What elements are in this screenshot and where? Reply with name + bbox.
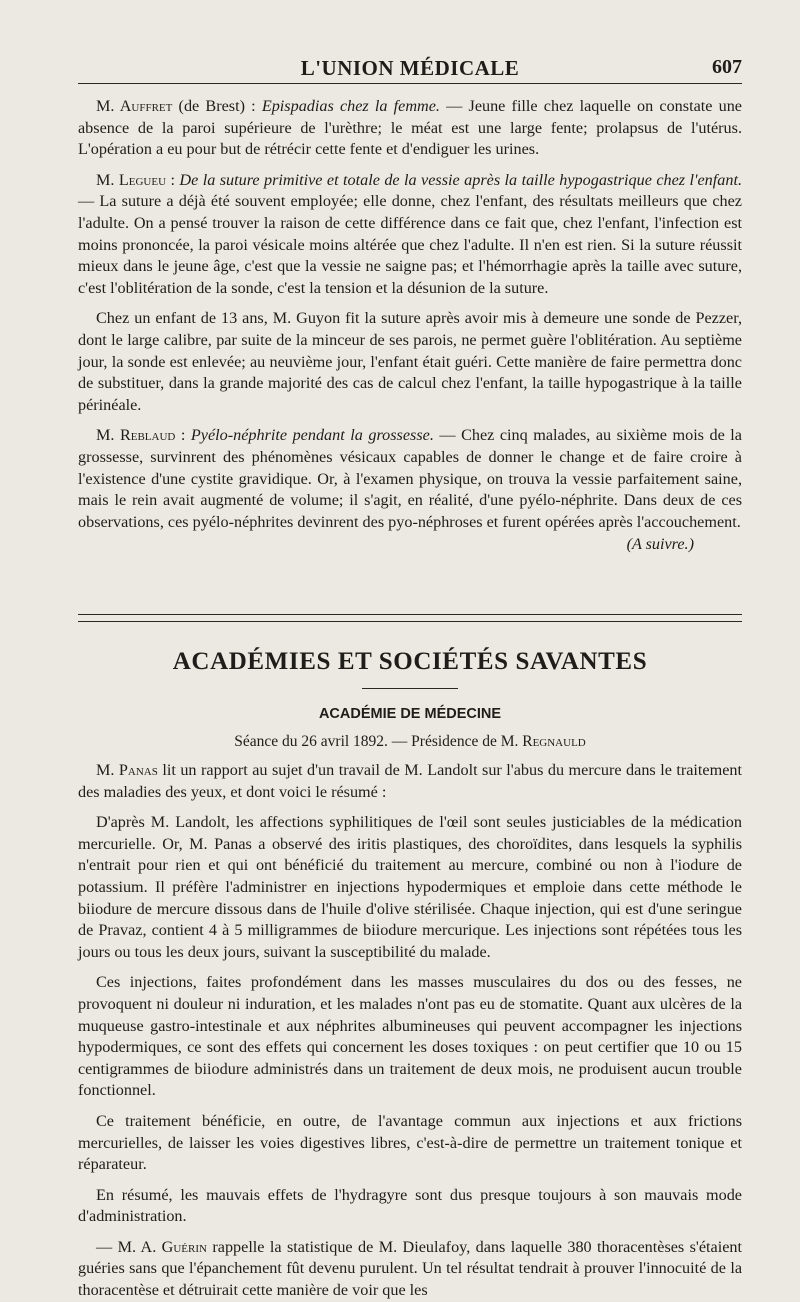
section-1-body bbox=[78, 96, 742, 556]
paragraph-legueu: M. Legueu : De la suture primitive et totale de la vessie après la taille hypogastrique chez l'enfant. — La suture a déjà été souvent employée; elle donne, chez l'enfant, des résultats meilleurs que chez l'adulte. On a pensé trouver la raison de cette différence dans ce fait que, chez l'enfant, l'infection est moins prononcée, la paroi vésicale moins altérée que chez l'adulte. Il n'en est rien. Si la suture réussit mieux dans le jeune âge, c'est que la vessie ne saigne pas; et l'hémorrhagie après la taille avec suture, c'est l'oblitération de la sonde, c'est la tension et la désunion de la suture. bbox=[78, 170, 742, 297]
header-rule bbox=[78, 83, 742, 84]
paragraph-resume: En résumé, les mauvais effets de l'hydragyre sont dus presque toujours à son mauvais mode d'administration. bbox=[78, 1185, 742, 1226]
section-2-body bbox=[78, 760, 742, 1302]
paragraph-auffret: M. Auffret (de Brest) : Epispadias chez la femme. — Jeune fille chez laquelle on constate une absence de la paroi supérieure de l'urèthre; le méat est une large fente; prolapsus de l'utérus. L'opération a eu pour but de rétrécir cette fente et d'endiguer les urines. bbox=[78, 97, 742, 159]
seance-line: Séance du 26 avril 1892. — Présidence de M. Regnauld bbox=[234, 733, 586, 750]
section-divider bbox=[78, 614, 742, 622]
author: M. Legueu bbox=[96, 170, 167, 189]
speaker: — M. A. Guérin bbox=[96, 1237, 207, 1256]
speaker: M. Panas bbox=[96, 761, 158, 779]
paragraph-guerin: — M. A. Guérin rappelle la statistique de M. Dieulafoy, dans laquelle 380 thoracentèses s'étaient guéries sans que l'épanchement fût devenu purulent. Un tel résultat tendrait à prouver l'innocuité de la thoracentèse et détruirait cette manière de voir que les bbox=[78, 1237, 742, 1300]
paragraph-reblaud: M. Reblaud : Pyélo-néphrite pendant la grossesse. — Chez cinq malades, au sixième mois de la grossesse, survinrent des phénomènes vésicaux capables de donner le change et de faire croire à l'existence d'une cystite gravidique. Or, à l'examen physique, on trouva la vessie parfaitement saine, mais le rein avait augmenté de volume; il s'agit, en réalité, d'une pyélo-néphrite. Dans deux de ces observations, ces pyélo-néphrites devinrent des pyo-néphroses et furent opérées après l'accouchement. bbox=[78, 426, 742, 531]
president: Regnauld bbox=[522, 733, 586, 750]
running-header bbox=[78, 48, 742, 84]
paragraph-benefice: Ce traitement bénéficie, en outre, de l'avantage commun aux injections et aux frictions mercurielles, de laisser les voies digestives libres, c'est-à-dire de permettre un traitement tonique et réparateur. bbox=[78, 1111, 742, 1174]
page-number: 607 bbox=[712, 56, 742, 78]
paragraph-landolt: D'après M. Landolt, les affections syphilitiques de l'œil sont seules justiciables de la médication mercurielle. Or, M. Panas a observé des iritis plastiques, des choroïdites, dans lesquels la syphilis n'entrait pour rien et qui ont bénéficié du traitement au mercure, combiné ou non à l'iodure de potassium. Il préfère l'administrer en injections hypodermiques et emploie dans cette méthode le biiodure de mercure dissous dans de l'huile d'olive stérilisée. Chaque injection, qui est d'une seringue de Pravaz, contient 4 à 5 milligrammes de biiodure mercurique. Les injections sont répétées tous les jours ou tous les deux jours, suivant la susceptibilité du malade. bbox=[78, 813, 742, 961]
paper-title: De la suture primitive et totale de la vessie après la taille hypogastrique chez l'enfant. bbox=[179, 170, 742, 189]
paper-title: Epispadias chez la femme. bbox=[261, 97, 440, 115]
paragraph-panas: M. Panas lit un rapport au sujet d'un travail de M. Landolt sur l'abus du mercure dans le traitement des maladies des yeux, et dont voici le résumé : bbox=[78, 761, 742, 801]
a-suivre: (A suivre.) bbox=[626, 535, 694, 554]
journal-title: L'UNION MÉDICALE bbox=[300, 56, 520, 80]
title-rule bbox=[362, 688, 458, 689]
section-title: ACADÉMIES ET SOCIÉTÉS SAVANTES bbox=[172, 648, 648, 675]
subsection-title: ACADÉMIE DE MÉDECINE bbox=[318, 706, 502, 722]
paragraph-injections: Ces injections, faites profondément dans les masses musculaires du dos ou des fesses, ne provoquent ni douleur ni induration, et les malades n'ont pas eu de stomatite. Quant aux ulcères de la muqueuse gastro-intestinale et aux néphrites albumineuses qui peuvent accompagner les injections hypodermiques, ce sont des effets qui concernent les doses toxiques : on peut certifier que 10 ou 15 centigrammes de biiodure administrés dans un traitement de deux mois, ne produisent aucun trouble fonctionnel. bbox=[78, 973, 742, 1100]
paper-title: Pyélo-néphrite pendant la grossesse. bbox=[190, 426, 434, 445]
author: M. Auffret bbox=[96, 97, 173, 115]
author: M. Reblaud bbox=[96, 426, 176, 445]
paragraph-guyon: Chez un enfant de 13 ans, M. Guyon fit la suture après avoir mis à demeure une sonde de Pezzer, dont le large calibre, par suite de la minceur de ses parois, ne permet guère l'oblitération. Au septième jour, la sonde est enlevée; au neuvième jour, l'enfant était guéri. Cette manière de faire permettra donc de substituer, dans la grande majorité des cas de calcul chez l'enfant, la taille hypogastrique à la taille périnéale. bbox=[78, 309, 742, 414]
